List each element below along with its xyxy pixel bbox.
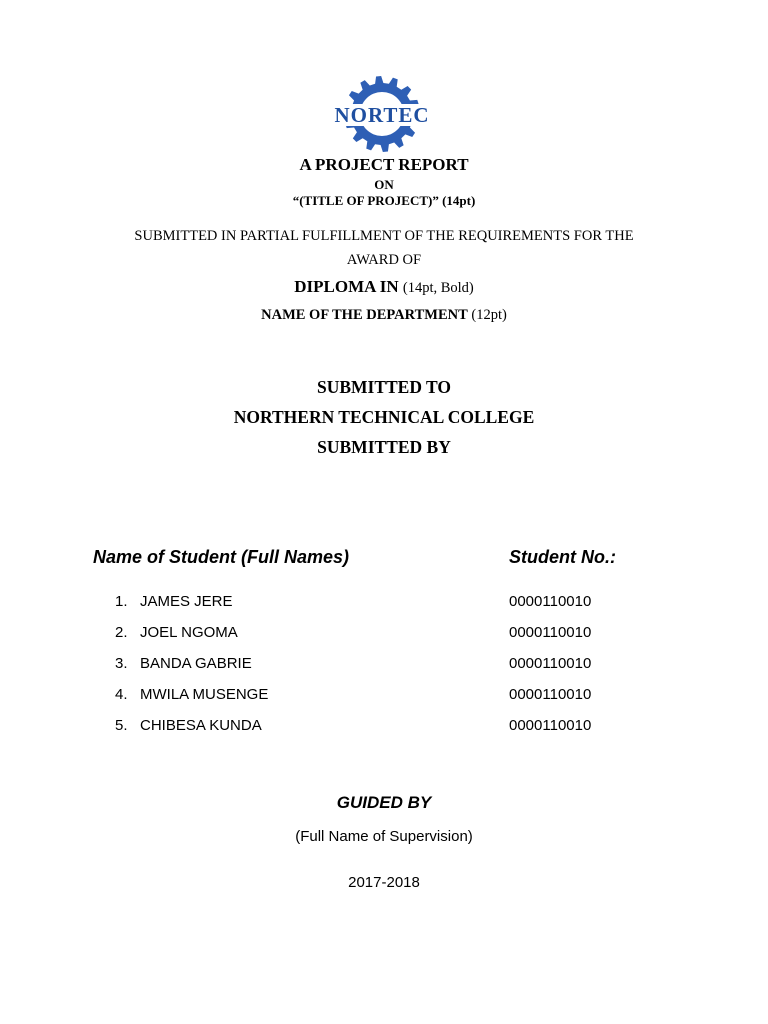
logo-text: NORTEC [334, 103, 430, 127]
supervisor-name: (Full Name of Supervision) [295, 828, 473, 845]
submitted-by: SUBMITTED BY [317, 437, 451, 457]
department-line [0, 307, 768, 324]
submitted-line-2: AWARD OF [346, 252, 422, 268]
student-name: JOEL NGOMA [140, 624, 238, 641]
diploma-line [0, 277, 768, 297]
student-number: 0000110010 [509, 717, 592, 734]
report-heading: A PROJECT REPORT [299, 155, 469, 174]
student-name: CHIBESA KUNDA [140, 717, 262, 734]
student-name: BANDA GABRIE [140, 655, 252, 672]
student-index: 5. [115, 717, 128, 734]
project-title-placeholder: “(TITLE OF PROJECT)” (14pt) [292, 193, 476, 208]
student-index: 1. [115, 593, 128, 610]
guided-by-heading: GUIDED BY [336, 793, 432, 812]
student-number: 0000110010 [509, 686, 592, 703]
student-index: 4. [115, 686, 128, 703]
on-label: ON [374, 177, 394, 192]
student-name: JAMES JERE [140, 593, 233, 610]
student-name: MWILA MUSENGE [140, 686, 269, 703]
academic-year: 2017-2018 [348, 874, 420, 891]
college-name: NORTHERN TECHNICAL COLLEGE [233, 407, 535, 427]
submitted-line-1: SUBMITTED IN PARTIAL FULFILLMENT OF THE REQUIREMENTS FOR THE [134, 228, 634, 244]
student-number: 0000110010 [509, 593, 592, 610]
department-label: NAME OF THE DEPARTMENT [261, 307, 468, 323]
student-number-header: Student No.: [509, 547, 616, 567]
diploma-label: DIPLOMA IN [294, 277, 399, 296]
student-index: 3. [115, 655, 128, 672]
department-note: (12pt) [471, 307, 507, 323]
diploma-note: (14pt, Bold) [402, 280, 474, 296]
student-number: 0000110010 [509, 655, 592, 672]
nortec-logo [314, 72, 450, 154]
student-name-header: Name of Student (Full Names) [93, 547, 350, 567]
submitted-to: SUBMITTED TO [316, 377, 452, 397]
student-number: 0000110010 [509, 624, 592, 641]
student-index: 2. [115, 624, 128, 641]
